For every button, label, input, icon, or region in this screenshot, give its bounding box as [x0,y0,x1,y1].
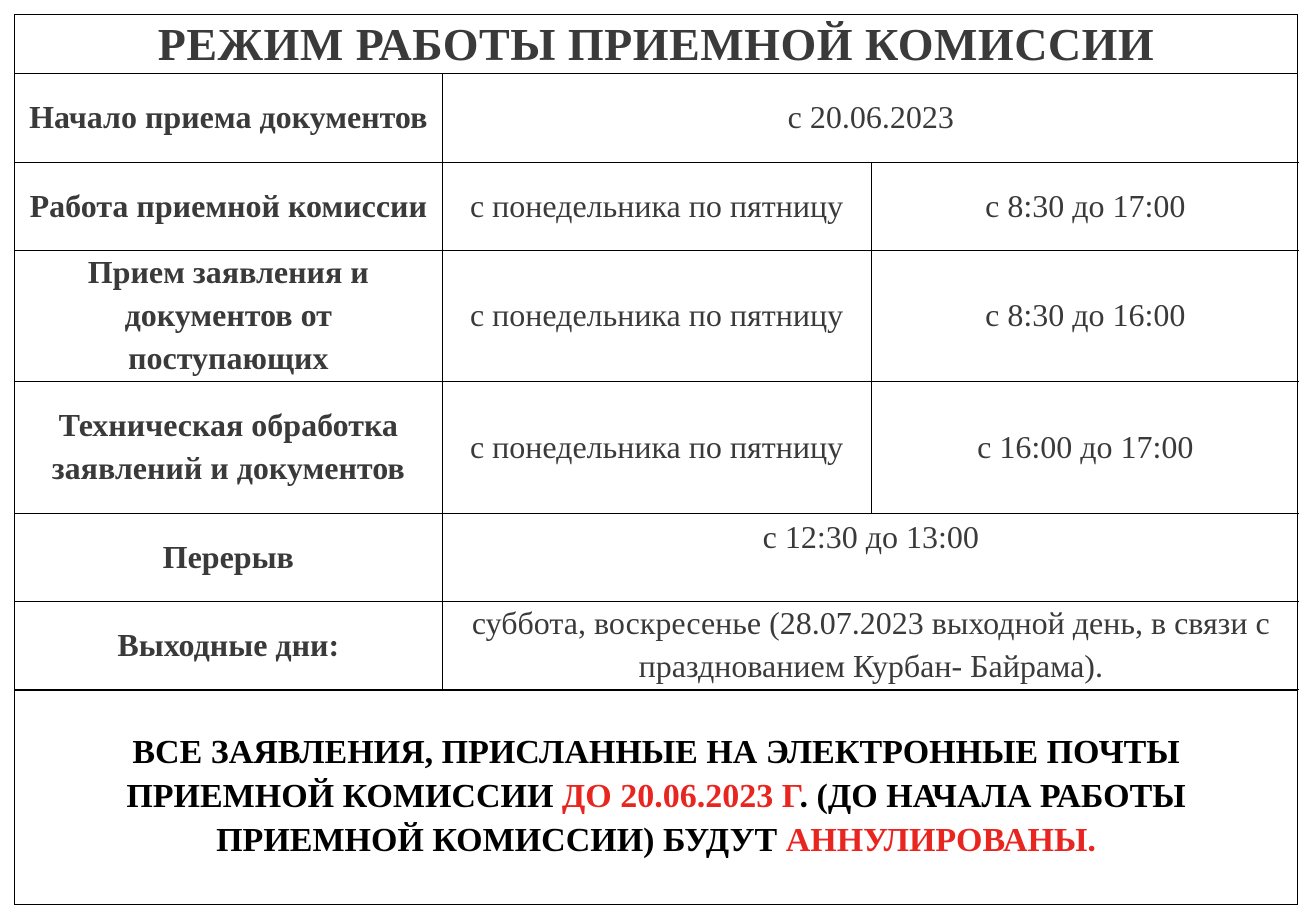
row-label: Техническая обработка заявлений и документов [15,381,442,513]
row-label: Работа приемной комиссии [15,162,442,250]
table-row [15,381,1299,513]
row-label: Выходные дни: [15,601,442,689]
row-label: Прием заявления и документов от поступающих [15,250,442,381]
row-hours: с 8:30 до 16:00 [871,250,1299,381]
row-value: с 20.06.2023 [442,74,1299,162]
row-days: с понедельника по пятницу [442,381,871,513]
table-row [15,162,1299,250]
notice-highlight-annulled: АННУЛИРОВАНЫ. [785,822,1096,859]
row-hours: с 16:00 до 17:00 [871,381,1299,513]
notice-part1: ВСЕ ЗАЯВЛЕНИЯ, ПРИСЛАННЫЕ НА ЭЛЕКТРОННЫЕ ПОЧТЫ ПРИЕМНОЙ КОМИССИИ [126,734,1180,815]
row-label: Перерыв [15,513,442,601]
schedule-table [15,74,1299,690]
row-days: с понедельника по пятницу [442,250,871,381]
row-label: Начало приема документов [15,74,442,162]
row-value: с 12:30 до 13:00 [442,513,1299,601]
row-hours: с 8:30 до 17:00 [871,162,1299,250]
table-row [15,513,1299,601]
schedule-document [14,14,1298,905]
table-row [15,74,1299,162]
notice-block [15,690,1297,904]
notice-text [45,731,1267,863]
notice-highlight-date: ДО 20.06.2023 Г [561,778,800,815]
notice-part2: . (ДО НАЧАЛА РАБОТЫ ПРИЕМНОЙ КОМИССИИ) БУДУТ [216,778,1186,859]
page-title: РЕЖИМ РАБОТЫ ПРИЕМНОЙ КОМИССИИ [15,15,1297,74]
table-row [15,601,1299,689]
row-days: с понедельника по пятницу [442,162,871,250]
row-value: суббота, воскресенье (28.07.2023 выходной день, в связи с празднованием Курбан- Байрама). [442,601,1299,689]
table-row [15,250,1299,381]
